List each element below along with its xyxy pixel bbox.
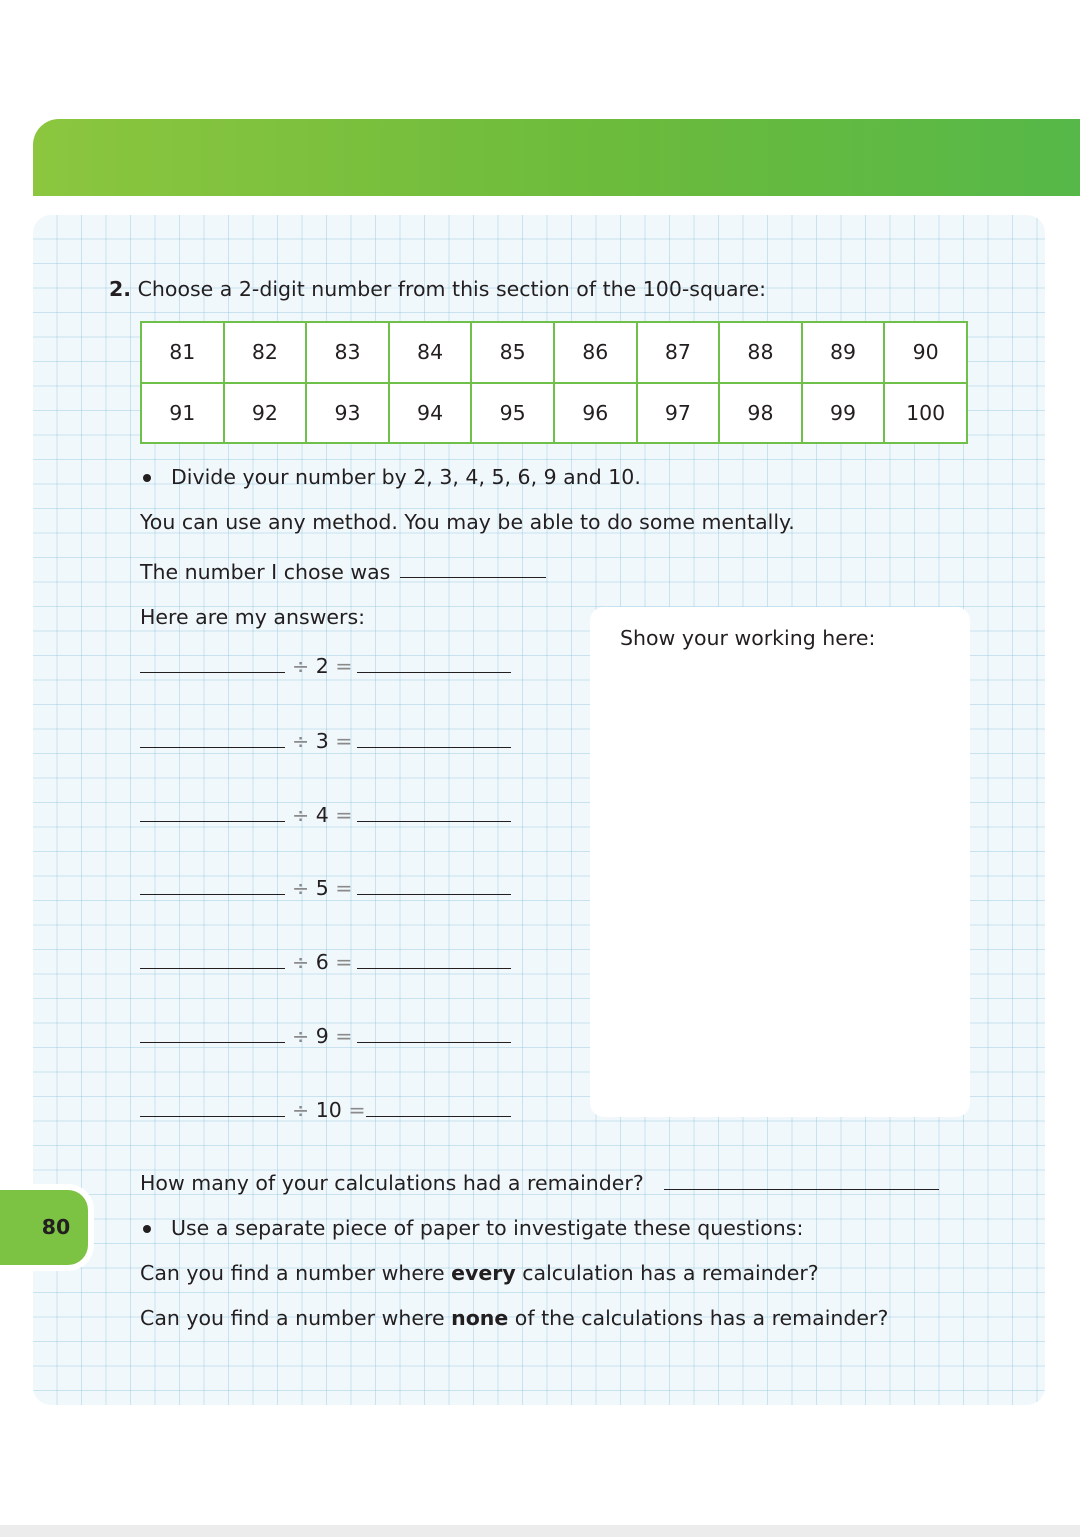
square-cell[interactable]: 85 xyxy=(471,322,554,383)
answer-blank[interactable] xyxy=(357,821,511,822)
dividend-blank[interactable] xyxy=(140,968,285,969)
answer-blank[interactable] xyxy=(357,894,511,895)
square-cell[interactable]: 82 xyxy=(224,322,307,383)
divide-sign: ÷ xyxy=(292,876,310,900)
division-expression xyxy=(292,1097,366,1123)
square-cell[interactable]: 87 xyxy=(637,322,720,383)
answer-blank[interactable] xyxy=(357,747,511,748)
answer-blank[interactable] xyxy=(357,1042,511,1043)
divisor: 5 xyxy=(315,876,329,900)
divide-sign: ÷ xyxy=(292,1024,310,1048)
chosen-number-blank[interactable] xyxy=(400,577,546,578)
square-cell[interactable]: 94 xyxy=(389,383,472,444)
divide-sign: ÷ xyxy=(292,803,310,827)
square-cell[interactable]: 96 xyxy=(554,383,637,444)
table-row xyxy=(141,383,967,444)
bullet-icon xyxy=(143,474,151,482)
divide-sign: ÷ xyxy=(292,729,310,753)
investigate-question-none xyxy=(140,1305,888,1331)
equals-sign: = xyxy=(348,1098,366,1122)
dividend-blank[interactable] xyxy=(140,1042,285,1043)
division-expression xyxy=(292,875,352,901)
divide-instruction: Divide your number by 2, 3, 4, 5, 6, 9 and 10. xyxy=(171,465,641,489)
square-cell[interactable]: 81 xyxy=(141,322,224,383)
bottom-edge xyxy=(0,1525,1080,1537)
answers-intro: Here are my answers: xyxy=(140,605,366,629)
divisor: 9 xyxy=(315,1024,329,1048)
equals-sign: = xyxy=(335,950,353,974)
dividend-blank[interactable] xyxy=(140,1116,285,1117)
divisor: 3 xyxy=(315,729,329,753)
divisor: 10 xyxy=(315,1098,342,1122)
hundred-square-section xyxy=(140,321,968,444)
divide-sign: ÷ xyxy=(292,1098,310,1122)
equals-sign: = xyxy=(335,654,353,678)
method-note: You can use any method. You may be able to do some mentally. xyxy=(140,510,795,534)
division-expression xyxy=(292,728,352,754)
dividend-blank[interactable] xyxy=(140,894,285,895)
divisor: 4 xyxy=(315,803,329,827)
header-band xyxy=(33,119,1080,196)
table-row xyxy=(141,322,967,383)
square-cell[interactable]: 90 xyxy=(884,322,967,383)
equals-sign: = xyxy=(335,876,353,900)
square-cell[interactable]: 92 xyxy=(224,383,307,444)
square-cell[interactable]: 88 xyxy=(719,322,802,383)
chosen-number-label: The number I chose was xyxy=(140,560,391,584)
square-cell[interactable]: 83 xyxy=(306,322,389,383)
equals-sign: = xyxy=(335,729,353,753)
square-cell[interactable]: 86 xyxy=(554,322,637,383)
answer-blank[interactable] xyxy=(357,672,511,673)
square-cell[interactable]: 91 xyxy=(141,383,224,444)
divisor: 2 xyxy=(315,654,329,678)
question-text: calculation has a remainder? xyxy=(515,1261,819,1285)
dividend-blank[interactable] xyxy=(140,821,285,822)
page-number: 80 xyxy=(41,1215,71,1239)
square-cell[interactable]: 97 xyxy=(637,383,720,444)
dividend-blank[interactable] xyxy=(140,672,285,673)
question-number: 2. xyxy=(109,277,132,301)
question-text: of the calculations has a remainder? xyxy=(508,1306,889,1330)
square-cell[interactable]: 84 xyxy=(389,322,472,383)
division-expression xyxy=(292,653,352,679)
emphasis-none: none xyxy=(451,1306,509,1330)
square-cell[interactable]: 95 xyxy=(471,383,554,444)
question-prompt: Choose a 2-digit number from this section of the 100-square: xyxy=(137,277,767,301)
question-text: Can you find a number where xyxy=(140,1306,452,1330)
square-cell[interactable]: 100 xyxy=(884,383,967,444)
equals-sign: = xyxy=(335,803,353,827)
question-heading xyxy=(109,276,766,302)
working-area-label: Show your working here: xyxy=(620,626,876,650)
answer-blank[interactable] xyxy=(366,1116,511,1117)
division-expression xyxy=(292,1023,352,1049)
bullet-icon xyxy=(143,1225,151,1233)
divisor: 6 xyxy=(315,950,329,974)
square-cell[interactable]: 99 xyxy=(802,383,885,444)
remainder-question: How many of your calculations had a remainder? xyxy=(140,1171,644,1195)
answer-blank[interactable] xyxy=(357,968,511,969)
question-text: Can you find a number where xyxy=(140,1261,452,1285)
divide-sign: ÷ xyxy=(292,950,310,974)
working-area[interactable] xyxy=(590,607,970,1117)
division-expression xyxy=(292,949,352,975)
square-cell[interactable]: 98 xyxy=(719,383,802,444)
investigate-intro: Use a separate piece of paper to investigate these questions: xyxy=(171,1216,804,1240)
equals-sign: = xyxy=(335,1024,353,1048)
division-expression xyxy=(292,802,352,828)
investigate-question-every xyxy=(140,1260,819,1286)
emphasis-every: every xyxy=(451,1261,516,1285)
remainder-answer-blank[interactable] xyxy=(664,1189,939,1190)
square-cell[interactable]: 89 xyxy=(802,322,885,383)
dividend-blank[interactable] xyxy=(140,747,285,748)
divide-sign: ÷ xyxy=(292,654,310,678)
square-cell[interactable]: 93 xyxy=(306,383,389,444)
